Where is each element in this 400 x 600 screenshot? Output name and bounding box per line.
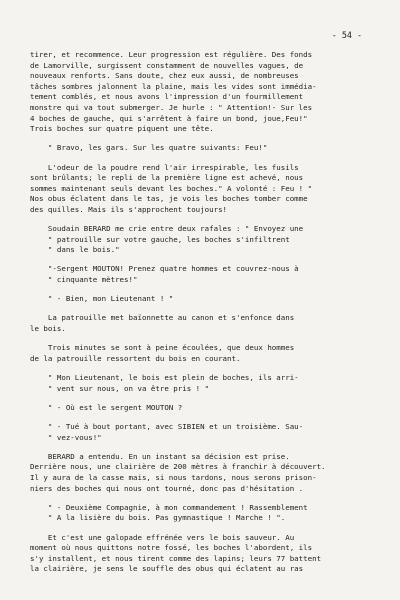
- paragraph: " - Deuxième Compagnie, à mon commandement ! Rassemblement " A la lisière du bois. Pas gymnastique ! Marche ! ".: [47, 502, 308, 523]
- paragraph: L'odeur de la poudre rend l'air irrespirable, les fusils sont brûlants; le repli de la première ligne est achevé, nous sommes maintenant seuls devant les boches." A volonté : Feu ! " Nos obus éclatent dans le tas, je vois les boches tomber comme des quilles. Mais ils s'approchent toujours!: [30, 162, 313, 214]
- paragraph: " - Où est le sergent MOUTON ?: [30, 402, 183, 412]
- paragraph: " Mon Lieutenant, le bois est plein de boches, ils arri- " vent sur nous, on va être pris ! ": [47, 373, 299, 393]
- paragraph: " - Tué à bout portant, avec SIBIEN et un troisième. Sau- " vez-vous!": [47, 421, 304, 442]
- paragraph: Soudain BERARD me crie entre deux rafales : " Envoyez une " patrouille sur votre gauche, les boches s'infiltrent " dans le bois.": [47, 224, 304, 255]
- page-number: - 54 -: [331, 30, 362, 40]
- body-text: [30, 50, 378, 575]
- paragraph: La patrouille met baïonnette au canon et s'enfonce dans le bois.: [30, 313, 295, 334]
- paragraph: tirer, et recommence. Leur progression est régulière. Des fonds de Lamorville, surgissent constamment de nouvelles vagues, de nouveaux renforts. Sans doute, chez eux aussi, de nombreuses tâches sombres jalonnent la plaine, mais les vides sont immédia- tement comblés, et nous avons l'impression d'un fourmillement monstre qui va tout submerger. Je hurle : " Attention!- Sur les 4 boches de gauche, qui s'arrêtent à faire un bond, joue,Feu!" Trois boches sur quatre piquent une tête.: [30, 50, 317, 134]
- paragraph: Trois minutes se sont à peine écoulées, que deux hommes de la patrouille ressortent du bois en courant.: [30, 343, 295, 363]
- paragraph: BERARD a entendu. En un instant sa décision est prise. Derrière nous, une clairière de 200 mètres à franchir à découvert. Il y aura de la casse mais, si nous tardons, nous serons prison- niers des boches qui nous ont tourné, donc pas d'hésitation .: [30, 451, 326, 493]
- paragraph: "-Sergent MOUTON! Prenez quatre hommes et couvrez-nous à " cinquante mètres!": [47, 264, 299, 285]
- paragraph: Et c'est une galopade effrénée vers le bois sauveur. Au moment où nous quittons notre fossé, les boches l'abordent, ils s'y installent, et nous tirent comme des lapins; leurs 77 battent la clairière, je sens le souffle des obus qui éclatent au ras: [30, 532, 322, 574]
- paragraph: " - Bien, mon Lieutenant ! ": [30, 294, 174, 304]
- paragraph: " Bravo, les gars. Sur les quatre suivants: Feu!": [30, 143, 268, 153]
